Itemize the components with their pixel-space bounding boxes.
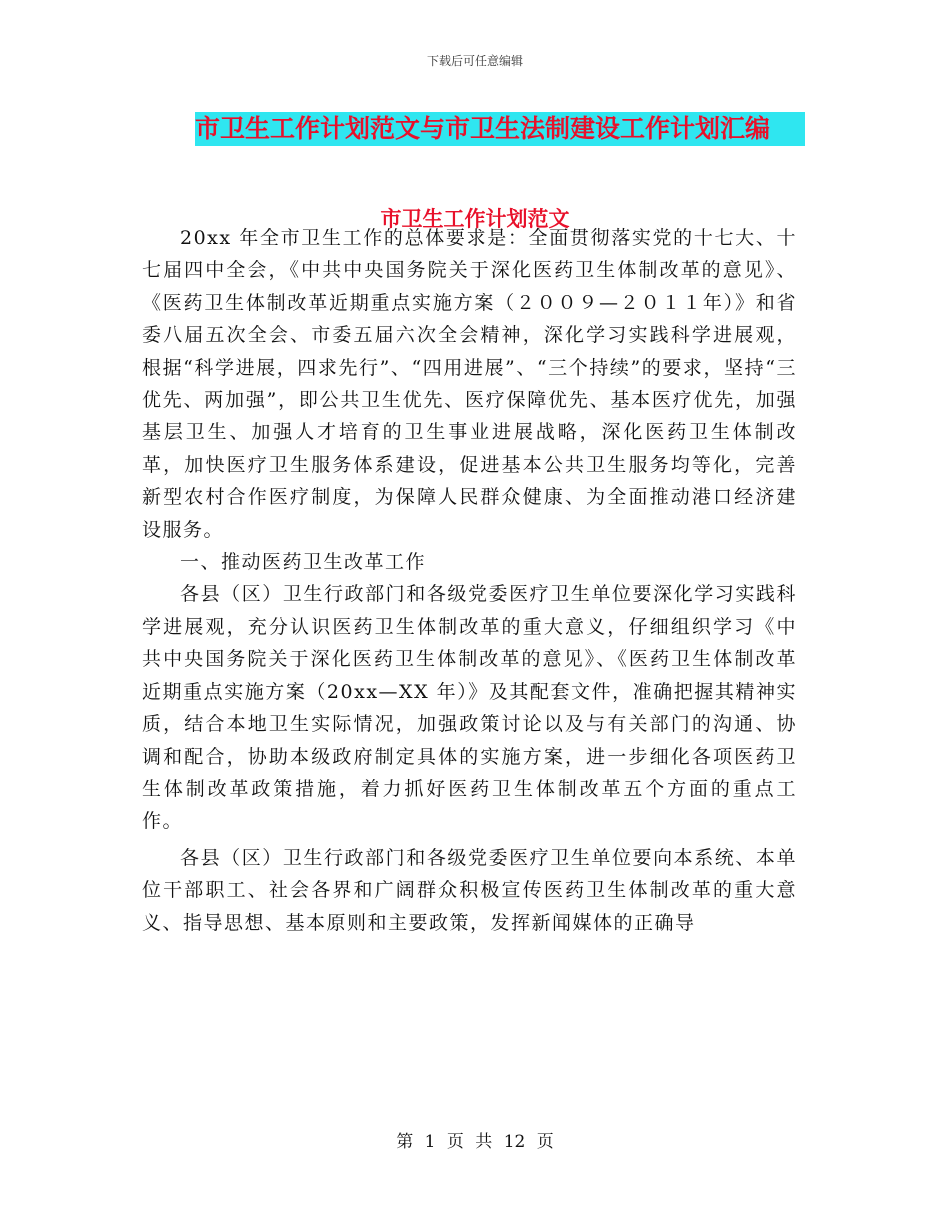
- section-title: 市卫生工作计划范文: [380, 207, 570, 231]
- document-title: 市卫生工作计划范文与市卫生法制建设工作计划汇编: [195, 112, 805, 146]
- paragraph: 各县（区）卫生行政部门和各级党委医疗卫生单位要深化学习实践科学进展观，充分认识医药卫生体制改革的重大意义，仔细组织学习《中共中央国务院关于深化医药卫生体制改革的意见》、《医药卫生体制改革近期重点实施方案（20xx—XX 年）》及其配套文件，准确把握其精神实质，结合本地卫生实际情况，加强政策讨论以及与有关部门的沟通、协调和配合，协助本级政府制定具体的实施方案，进一步细化各项医药卫生体制改革政策措施，着力抓好医药卫生体制改革五个方面的重点工作。: [142, 583, 797, 833]
- paragraph: 20xx 年全市卫生工作的总体要求是：全面贯彻落实党的十七大、十七届四中全会，《中共中央国务院关于深化医药卫生体制改革的意见》、《医药卫生体制改革近期重点实施方案（２００９—２０１１年）》和省委八届五次全会、市委五届六次全会精神，深化学习实践科学进展观，根据“科学进展，四求先行”、“四用进展”、“三个持续”的要求，坚持“三优先、两加强”，即公共卫生优先、医疗保障优先、基本医疗优先，加强基层卫生、加强人才培育的卫生事业进展战略，深化医药卫生体制改革，加快医疗卫生服务体系建设，促进基本公共卫生服务均等化，完善新型农村合作医疗制度，为保障人民群众健康、为全面推动港口经济建设服务。: [142, 227, 797, 541]
- paragraph: 各县（区）卫生行政部门和各级党委医疗卫生单位要向本系统、本单位干部职工、社会各界和广阔群众积极宣传医药卫生体制改革的重大意义、指导思想、基本原则和主要政策，发挥新闻媒体的正确导: [142, 846, 797, 934]
- paragraph-heading: 一、推动医药卫生改革工作: [180, 551, 427, 574]
- header-note: 下载后可任意编辑: [426, 54, 523, 68]
- page-footer: 第 1 页 共 12 页: [396, 1132, 554, 1152]
- document-body: [142, 222, 797, 939]
